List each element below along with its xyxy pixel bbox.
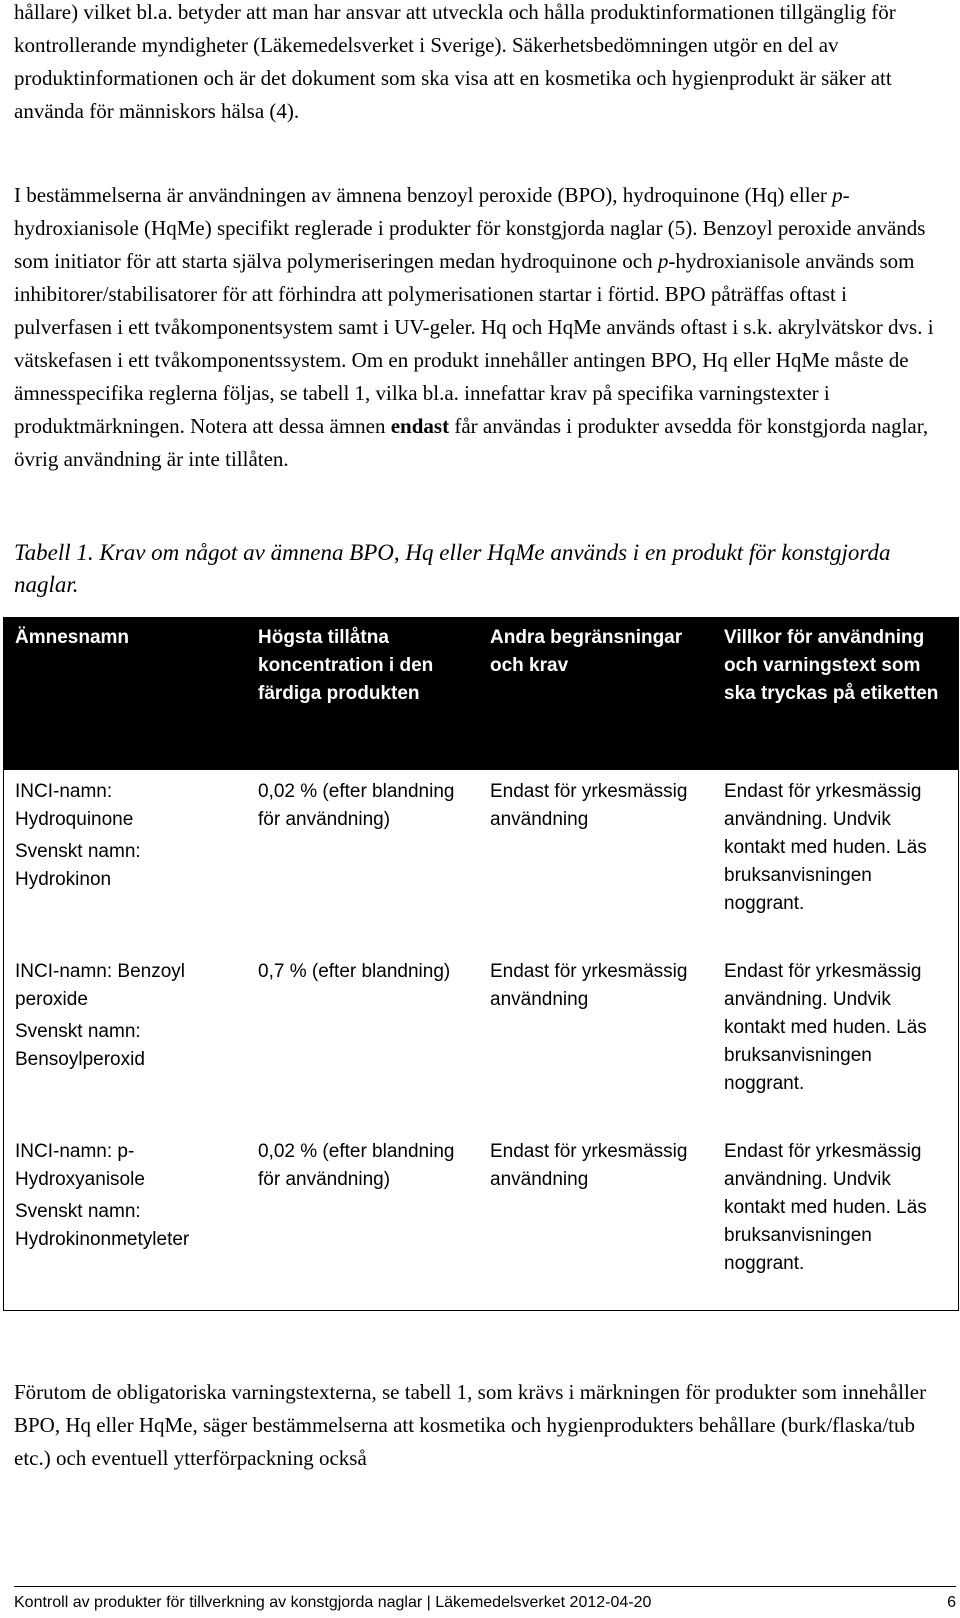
cell-concentration: 0,7 % (efter blandning): [258, 961, 451, 982]
cell-conditions: Endast för yrkesmässig användning. Undvik kontakt med huden. Läs bruksanvisningen noggrant.: [724, 1141, 927, 1274]
cell-substance: [15, 778, 235, 894]
cell-restrictions: Endast för yrkesmässig användning: [490, 961, 688, 1010]
swedish-name: Svenskt namn: Hydrokinon: [15, 841, 141, 890]
cell-concentration: 0,02 % (efter blandning för användning): [258, 781, 455, 830]
header-conditions: Villkor för användning och varningstext som ska tryckas på etiketten: [724, 627, 939, 704]
inci-name: INCI-namn: p-Hydroxyanisole: [15, 1141, 145, 1190]
page-footer: [14, 1592, 956, 1614]
table-row: [4, 1130, 958, 1310]
cell-concentration: 0,02 % (efter blandning för användning): [258, 1141, 455, 1190]
bold-endast: endast: [390, 414, 450, 438]
italic-p-1: p: [832, 183, 843, 207]
cell-conditions: Endast för yrkesmässig användning. Undvik kontakt med huden. Läs bruksanvisningen noggrant.: [724, 961, 927, 1094]
table-row: [4, 950, 958, 1130]
footer-text: Kontroll av produkter för tillverkning av konstgjorda naglar | Läkemedelsverket 2012-04-20: [14, 1594, 652, 1611]
paragraph-regulations-part1: I bestämmelserna är användningen av ämnena benzoyl peroxide (BPO), hydroquinone (Hq) eller: [14, 183, 833, 207]
cell-substance: [15, 1138, 235, 1254]
paragraph-regulations-part3: -hydroxianisole används som inhibitorer/stabilisatorer för att förhindra att polymerisationen startar i förtid. BPO påträffas oftast i pulverfasen i ett tvåkomponentsystem samt i UV-geler. Hq och HqMe används oftast i s.k. akrylvätskor dvs. i vätskefasen i ett tvåkomponentssystem. Om en produkt innehåller antingen BPO, Hq eller HqMe måste de ämnesspecifika reglerna följas, se tabell 1, vilka bl.a. innefattar krav på specifika varningstexter i produktmärkningen. Notera att dessa ämnen: [14, 249, 934, 438]
cell-restrictions: Endast för yrkesmässig användning: [490, 781, 688, 830]
table-caption: Tabell 1. Krav om något av ämnena BPO, Hq eller HqMe används i en produkt för konstgjorda naglar.: [14, 540, 891, 597]
footer-divider: [14, 1586, 956, 1587]
table-header-row: [4, 618, 958, 770]
table-row: [4, 770, 958, 950]
swedish-name: Svenskt namn: Hydrokinonmetyleter: [15, 1201, 190, 1250]
requirements-table: [3, 617, 959, 1311]
inci-name: INCI-namn: Benzoyl peroxide: [15, 961, 186, 1010]
paragraph-intro-text: hållare) vilket bl.a. betyder att man har ansvar att utveckla och hålla produktinformationen tillgänglig för kontrollerande myndigheter (Läkemedelsverket i Sverige). Säkerhetsbedömningen utgör en del av produktinformationen och är det dokument som ska visa att en kosmetika och hygienprodukt är säker att använda för människors hälsa (4).: [14, 0, 896, 123]
italic-p-2: p: [657, 249, 669, 273]
page-number: 6: [947, 1594, 956, 1611]
paragraph-regulations: [14, 179, 934, 476]
header-substance-name: Ämnesnamn: [15, 627, 130, 648]
header-other-restrictions: Andra begränsningar och krav: [490, 627, 683, 676]
cell-substance: [15, 958, 235, 1074]
header-max-concentration: Högsta tillåtna koncentration i den färdiga produkten: [258, 627, 434, 704]
cell-restrictions: Endast för yrkesmässig användning: [490, 1141, 688, 1190]
paragraph-regulations-part4: får användas i produkter avsedda för konstgjorda naglar, övrig användning är inte tillåten.: [14, 414, 929, 471]
inci-name: INCI-namn: Hydroquinone: [15, 781, 134, 830]
paragraph-labelling: Förutom de obligatoriska varningstexterna, se tabell 1, som krävs i märkningen för produkter som innehåller BPO, Hq eller HqMe, säger bestämmelserna att kosmetika och hygienprodukters behållare (burk/flaska/tub etc.) och eventuell ytterförpackning också: [14, 1380, 927, 1470]
swedish-name: Svenskt namn: Bensoylperoxid: [15, 1021, 145, 1070]
cell-conditions: Endast för yrkesmässig användning. Undvik kontakt med huden. Läs bruksanvisningen noggrant.: [724, 781, 927, 914]
paragraph-regulations-part2: -hydroxianisole (HqMe) specifikt reglerade i produkter för konstgjorda naglar (5). Benzoyl peroxide används som initiator för att starta själva polymeriseringen medan hydroquinone och: [14, 183, 926, 273]
paragraph-intro: [14, 0, 934, 128]
